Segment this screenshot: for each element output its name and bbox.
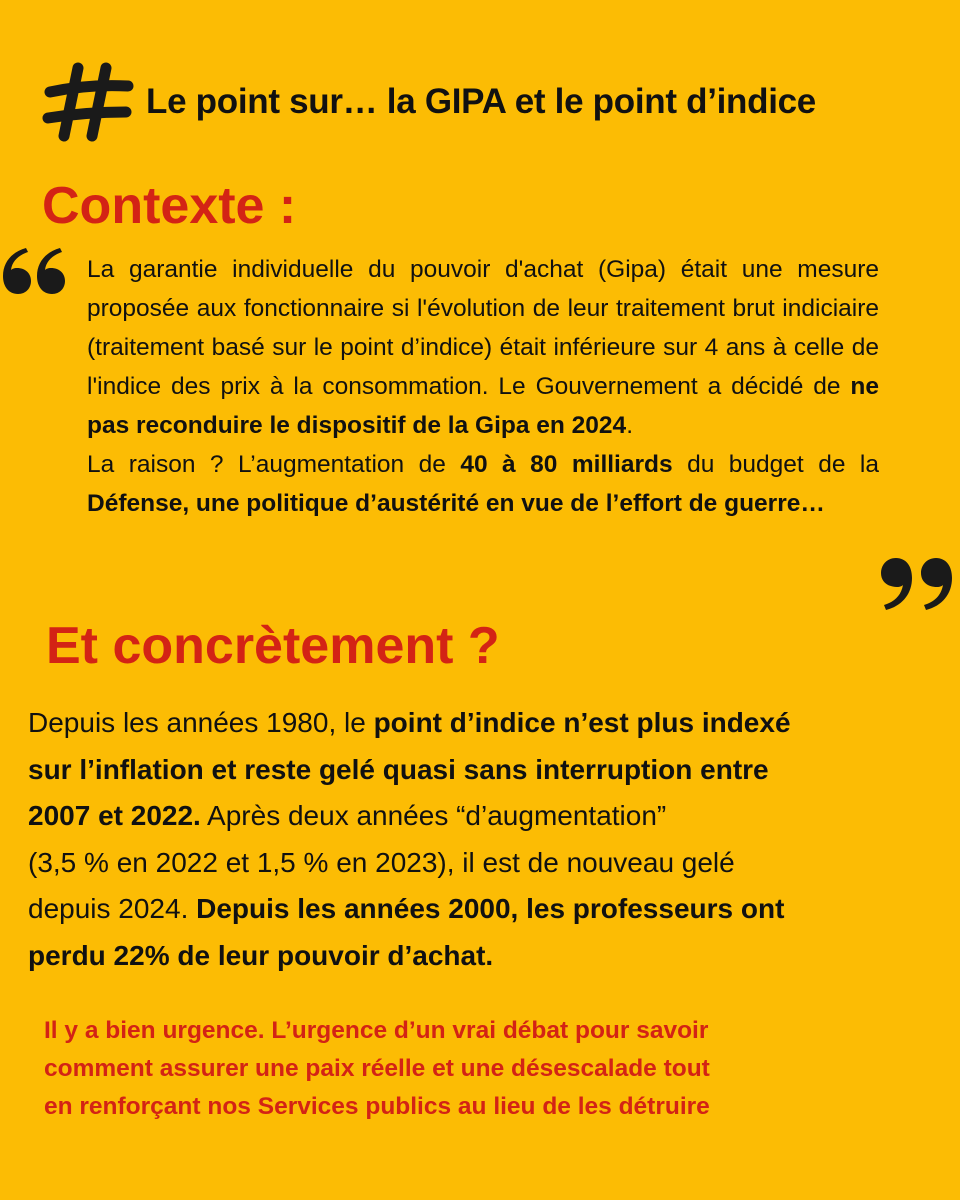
- concrete-l5-text: depuis 2024.: [28, 893, 197, 924]
- header: [42, 62, 942, 142]
- concrete-line-2: [28, 747, 928, 794]
- page-title: Le point sur… la GIPA et le point d’indice: [146, 82, 816, 121]
- context-p1-end: .: [626, 412, 633, 439]
- context-p2-bold-1: 40 à 80 milliards: [460, 451, 673, 478]
- context-p1-bold: ne pas reconduire le dispositif de la Gipa en 2024: [87, 373, 879, 439]
- context-p2-bold-2: Défense, une politique d’austérité en vue de l’effort de guerre…: [87, 490, 825, 517]
- context-paragraph-1: [87, 250, 879, 445]
- quote-close-icon: [876, 556, 960, 612]
- concrete-l3-bold: 2007 et 2022.: [28, 800, 201, 831]
- concrete-line-3: [28, 793, 928, 840]
- concrete-title: Et concrètement ?: [46, 617, 500, 675]
- closing-statement: [44, 1012, 924, 1126]
- context-p1-text: La garantie individuelle du pouvoir d'achat (Gipa) était une mesure proposée aux fonctionnaire si l'évolution de leur traitement brut indiciaire (traitement basé sur le point d’indice) était inférieure sur 4 ans à celle de l'indice des prix à la consommation. Le Gouvernement a décidé de: [87, 256, 879, 400]
- concrete-l5-bold: Depuis les années 2000, les professeurs ont: [196, 893, 785, 924]
- context-text: [87, 250, 879, 523]
- context-p2-text-1: La raison ? L’augmentation de: [87, 451, 461, 478]
- concrete-l6-bold: perdu 22% de leur pouvoir d’achat.: [28, 939, 494, 971]
- concrete-l3-text: Après deux années “d’augmentation”: [200, 800, 667, 831]
- concrete-text: [28, 700, 928, 979]
- closing-line-2: comment assurer une paix réelle et une désescalade tout: [44, 1055, 710, 1082]
- concrete-line-6: [28, 933, 928, 980]
- concrete-l1-bold: point d’indice n’est plus indexé: [373, 707, 791, 738]
- context-p2-text-2: du budget de la: [672, 451, 879, 478]
- context-title: Contexte :: [42, 177, 297, 235]
- concrete-l4-text: (3,5 % en 2022 et 1,5 % en 2023), il est de nouveau gelé: [28, 846, 735, 878]
- closing-line-1: Il y a bien urgence. L’urgence d’un vrai débat pour savoir: [44, 1017, 709, 1044]
- closing-line-3: en renforçant nos Services publics au lieu de les détruire: [44, 1093, 710, 1120]
- hashtag-icon: [42, 62, 134, 142]
- context-paragraph-2: [87, 445, 879, 523]
- concrete-line-1: [28, 700, 928, 747]
- concrete-line-5: [28, 886, 928, 933]
- concrete-line-4: [28, 840, 928, 887]
- concrete-l2-bold: sur l’inflation et reste gelé quasi sans interruption entre: [28, 753, 769, 785]
- concrete-l1-text: Depuis les années 1980, le: [28, 707, 374, 738]
- quote-open-icon: [0, 246, 70, 296]
